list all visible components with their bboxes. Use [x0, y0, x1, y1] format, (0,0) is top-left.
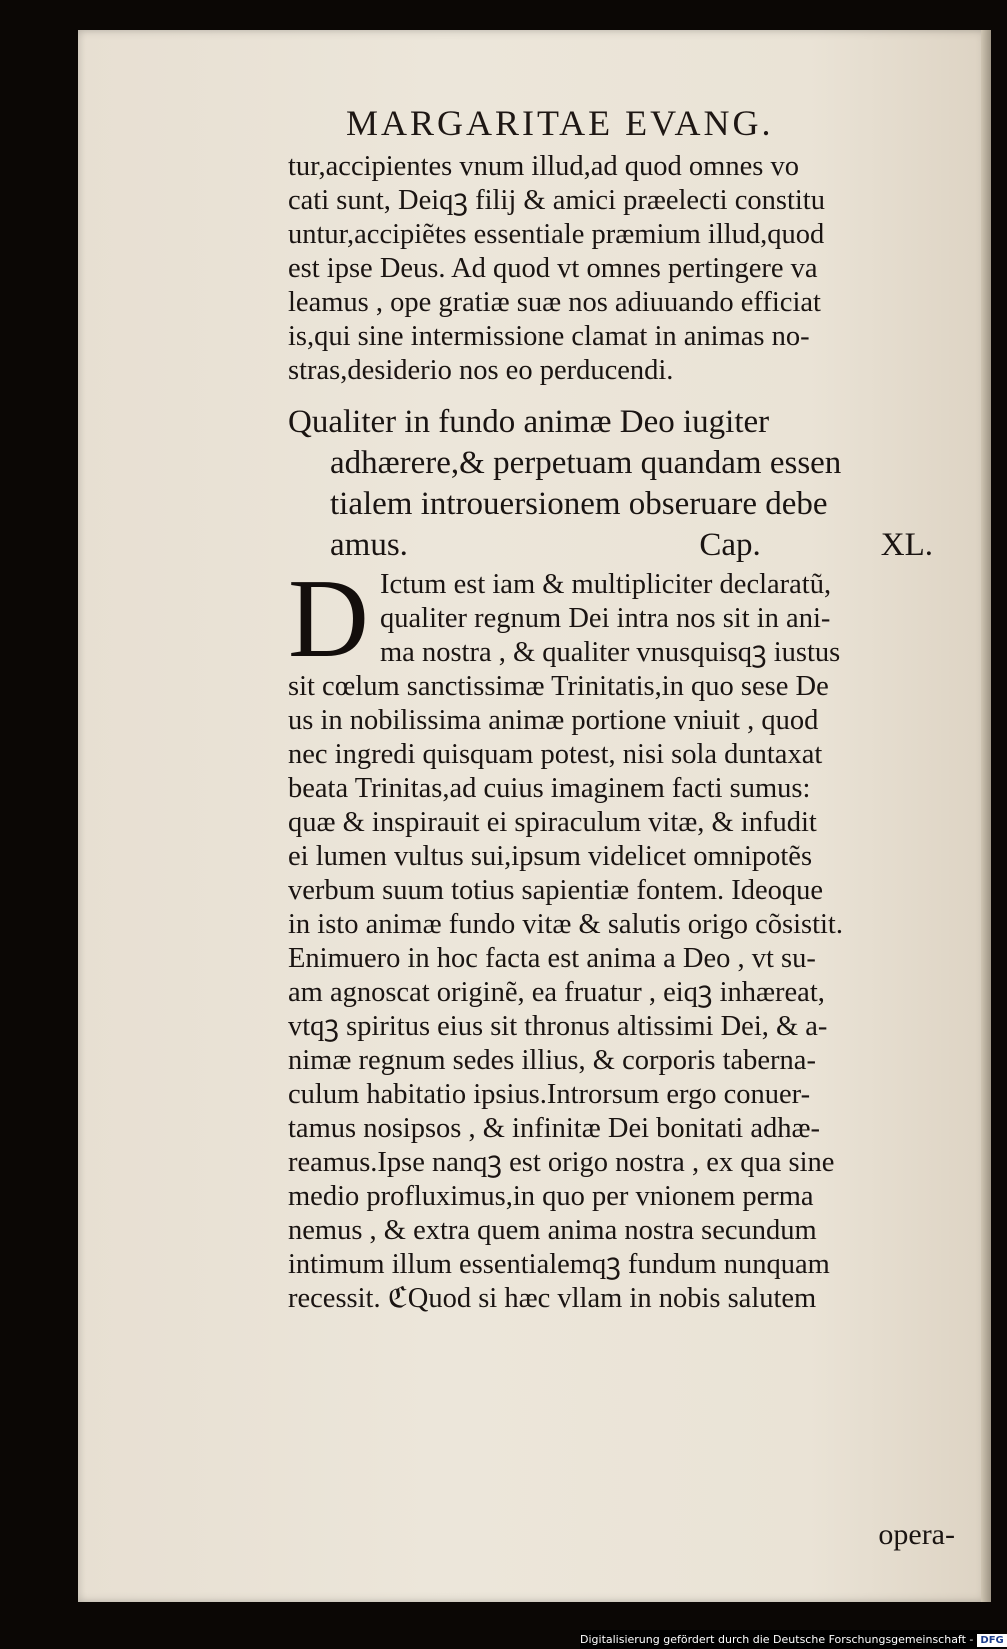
text-line: stras,desiderio nos eo perducendi. — [288, 355, 674, 386]
page-edge — [981, 30, 991, 1602]
heading-line: Qualiter in fundo animæ Deo iugiter — [288, 404, 770, 440]
heading-last-word: amus. — [330, 527, 408, 563]
cap-label: Cap. — [699, 527, 761, 563]
text-line: cati sunt, Deiqꝫ filij & amici præelecti constitu — [288, 185, 825, 216]
text-line: ei lumen vultus sui,ipsum videlicet omnipotẽs — [288, 841, 813, 872]
text-line: nimæ regnum sedes illius, & corporis taberna- — [288, 1045, 816, 1076]
text-line: quæ & inspirauit ei spiraculum vitæ, & infudit — [288, 807, 817, 838]
text-line: intimum illum essentialemqꝫ fundum nunquam — [288, 1249, 830, 1280]
intro-paragraph — [288, 150, 943, 388]
drop-cap-initial: D — [288, 557, 369, 681]
text-line: Ictum est iam & multipliciter declaratũ, — [380, 569, 832, 600]
dfg-logo-icon: DFG — [977, 1634, 1006, 1647]
text-line: untur,accipiẽtes essentiale præmium illud,quod — [288, 219, 825, 250]
text-block — [288, 150, 943, 1316]
text-line: Enimuero in hoc facta est anima a Deo , vt su- — [288, 943, 816, 974]
text-line: vtqꝫ spiritus eius sit thronus altissimi Dei, & a- — [288, 1011, 828, 1042]
cap-number: XL. — [880, 527, 933, 563]
text-line: culum habitatio ipsius.Introrsum ergo conuer- — [288, 1079, 811, 1110]
text-line: qualiter regnum Dei intra nos sit in ani- — [380, 603, 831, 634]
footer-text: Digitalisierung gefördert durch die Deutsche Forschungsgemeinschaft - — [580, 1633, 974, 1646]
chapter-body — [288, 557, 943, 1316]
text-line: tamus nosipsos , & infinitæ Dei bonitati adhæ- — [288, 1113, 820, 1144]
text-line: beata Trinitas,ad cuius imaginem facti sumus: — [288, 773, 811, 804]
text-line: reamus.Ipse nanqꝫ est origo nostra , ex qua sine — [288, 1147, 835, 1178]
heading-line — [288, 525, 943, 566]
text-line: nec ingredi quisquam potest, nisi sola duntaxat — [288, 739, 823, 770]
running-head: MARGARITAE EVANG. — [346, 103, 774, 143]
text-line: tur,accipientes vnum illud,ad quod omnes vo — [288, 151, 799, 182]
text-line: is,qui sine intermissione clamat in animas no- — [288, 321, 810, 352]
text-line: est ipse Deus. Ad quod vt omnes pertingere va — [288, 253, 818, 284]
text-line: recessit. ℭQuod si hæc vllam in nobis salutem — [288, 1283, 817, 1314]
text-line: medio profluximus,in quo per vnionem perma — [288, 1181, 814, 1212]
digitization-footer — [580, 1630, 1004, 1649]
text-line: nemus , & extra quem anima nostra secundum — [288, 1215, 817, 1246]
heading-line: adhærere,& perpetuam quandam essen — [330, 445, 842, 481]
text-line: leamus , ope gratiæ suæ nos adiuuando efficiat — [288, 287, 821, 318]
text-line: sit cœlum sanctissimæ Trinitatis,in quo sese De — [288, 671, 829, 702]
text-line: ma nostra , & qualiter vnusquisqꝫ iustus — [380, 637, 841, 668]
book-page — [78, 30, 991, 1602]
chapter-heading — [288, 402, 943, 566]
text-line: us in nobilissima animæ portione vniuit , quod — [288, 705, 819, 736]
text-line: am agnoscat originẽ, ea fruatur , eiqꝫ inhæreat, — [288, 977, 825, 1008]
text-line: verbum suum totius sapientiæ fontem. Ideoque — [288, 875, 824, 906]
text-line: in isto animæ fundo vitæ & salutis origo cõsistit. — [288, 909, 843, 940]
heading-line: tialem introuersionem obseruare debe — [330, 486, 828, 522]
catchword: opera- — [878, 1518, 955, 1551]
